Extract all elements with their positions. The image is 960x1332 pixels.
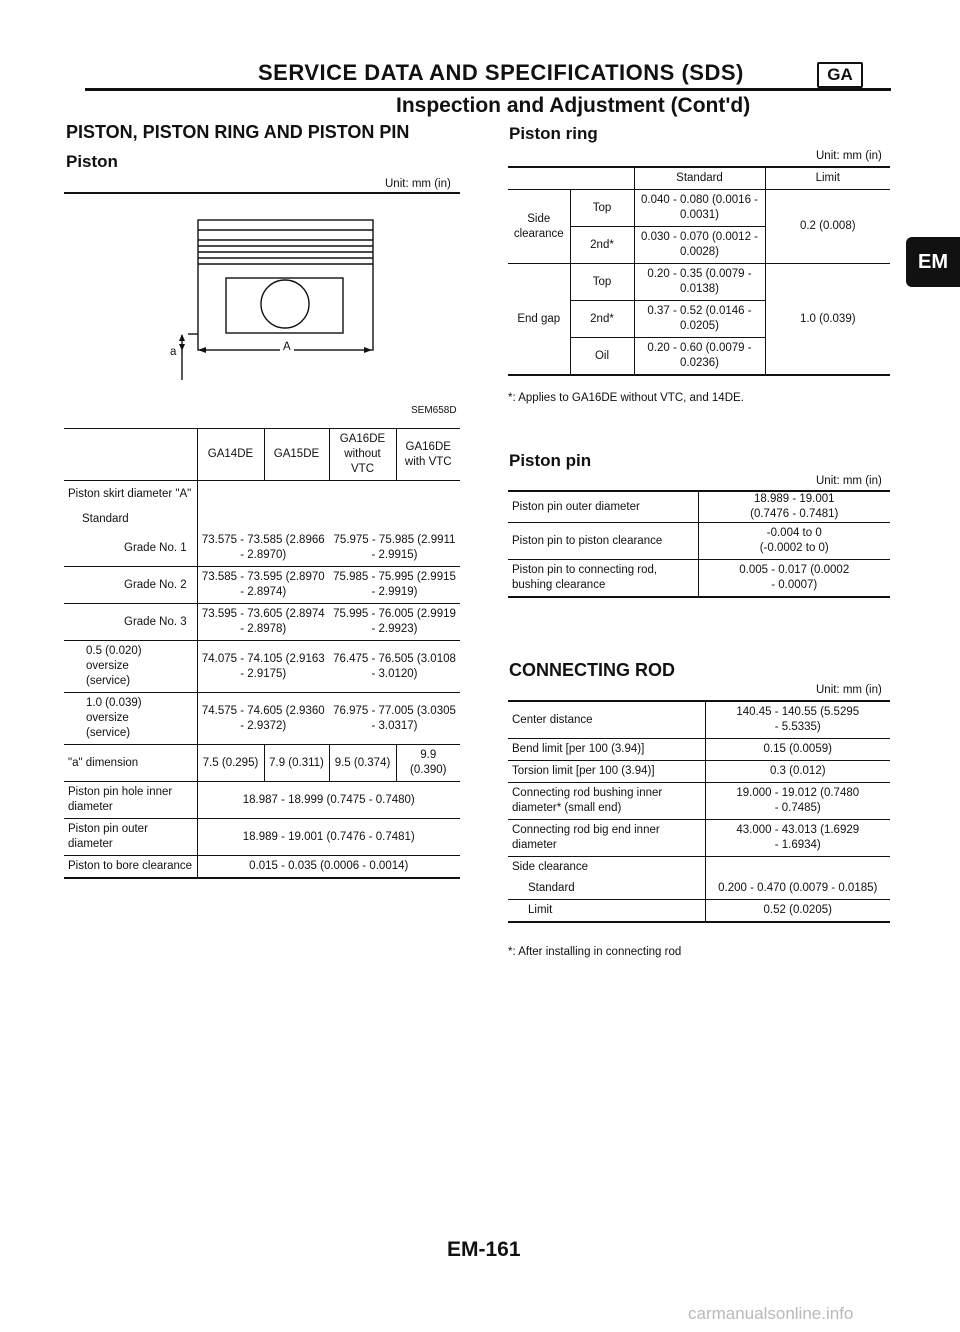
- figure-code: SEM658D: [411, 405, 457, 416]
- table-row: [508, 878, 890, 900]
- pin-hole-value: 18.987 - 18.999 (0.7475 - 0.7480): [242, 793, 415, 806]
- table-row: [64, 604, 460, 641]
- standard-label: Standard: [82, 513, 129, 525]
- pin-spec-table: [508, 490, 890, 598]
- row-label-oversize-05: 0.5 (0.020) oversize (service): [64, 641, 197, 693]
- grade-2-ga16: 75.985 - 75.995 (2.9915 - 2.9919): [333, 571, 456, 598]
- bore-clearance-label: Piston to bore clearance: [64, 856, 197, 879]
- a-dim-ga15de: 7.9 (0.311): [264, 745, 329, 782]
- col-header-ga16de-without-vtc: GA16DE without VTC: [329, 429, 396, 481]
- ring-top-label: Top: [570, 190, 634, 227]
- bore-clearance-value: 0.015 - 0.035 (0.0006 - 0.0014): [249, 860, 409, 872]
- bend-limit-label: Bend limit [per 100 (3.94)]: [508, 739, 705, 761]
- gap-oil-label: Oil: [570, 338, 634, 376]
- table-row: [64, 530, 460, 567]
- oversize-05-ga16: 76.475 - 76.505 (3.0108 - 3.0120): [333, 652, 456, 680]
- grade-1-ga16: 75.975 - 75.985 (2.9911 - 2.9915): [333, 534, 456, 561]
- side-limit: 0.2 (0.008): [765, 190, 890, 264]
- pin-outer-diameter-label: Piston pin outer diameter: [508, 491, 698, 523]
- a-dim-ga16de-without: 9.5 (0.374): [329, 745, 396, 782]
- piston-spec-table: [64, 428, 460, 879]
- table-row: [508, 190, 890, 227]
- side-2nd-standard: 0.030 - 0.070 (0.0012 - 0.0028): [634, 227, 765, 264]
- torsion-limit-value: 0.3 (0.012): [769, 765, 826, 777]
- pin-outer-value: 18.989 - 19.001 (0.7476 - 0.7481): [242, 830, 415, 843]
- pin-outer-label: Piston pin outer diameter: [64, 819, 197, 856]
- table-row: [64, 693, 460, 745]
- table-row: [508, 739, 890, 761]
- center-distance-value: 140.45 - 140.55 (5.5295 - 5.5335): [736, 706, 860, 733]
- torsion-limit-label: Torsion limit [per 100 (3.94)]: [508, 761, 705, 783]
- rod-side-clearance-label: Side clearance: [508, 857, 705, 879]
- rod-unit: Unit: mm (in): [816, 684, 882, 696]
- table-row: [64, 429, 460, 481]
- table-row: [64, 641, 460, 693]
- a-dimension-label: "a" dimension: [64, 745, 197, 782]
- rod-side-standard-value: 0.200 - 0.470 (0.0079 - 0.0185): [718, 882, 878, 894]
- gap-top-label: Top: [570, 264, 634, 301]
- pin-rod-clearance-value: 0.005 - 0.017 (0.0002 - 0.0007): [739, 564, 850, 591]
- side-clearance-label: Side clearance: [508, 190, 570, 264]
- rod-side-limit-value: 0.52 (0.0205): [763, 904, 832, 916]
- ring-spec-table: [508, 166, 890, 376]
- table-row: [64, 856, 460, 879]
- section-tab-em: EM: [906, 237, 960, 287]
- piston-top-rule: [64, 192, 460, 194]
- big-end-diameter-value: 43.000 - 43.013 (1.6929 - 1.6934): [736, 824, 860, 851]
- dimension-a-label: a: [170, 346, 177, 358]
- section-title: PISTON, PISTON RING AND PISTON PIN: [66, 122, 410, 142]
- page-subtitle: Inspection and Adjustment (Cont'd): [396, 94, 751, 117]
- rod-side-limit-label: Limit: [508, 900, 705, 923]
- bend-limit-value: 0.15 (0.0059): [763, 743, 832, 755]
- gap-oil-standard: 0.20 - 0.60 (0.0079 - 0.0236): [634, 338, 765, 376]
- side-top-standard: 0.040 - 0.080 (0.0016 - 0.0031): [634, 190, 765, 227]
- gap-2nd-standard: 0.37 - 0.52 (0.0146 - 0.0205): [634, 301, 765, 338]
- row-label-grade-1: Grade No. 1: [64, 530, 197, 567]
- grade-3-ga16: 75.995 - 76.005 (2.9919 - 2.9923): [333, 608, 456, 635]
- table-row: [508, 900, 890, 923]
- pin-unit: Unit: mm (in): [816, 475, 882, 487]
- oversize-10-ga14-15: 74.575 - 74.605 (2.9360 - 2.9372): [201, 704, 325, 732]
- pin-piston-clearance-label: Piston pin to piston clearance: [508, 523, 698, 560]
- ring-footnote: *: Applies to GA16DE without VTC, and 14DE.: [508, 392, 744, 404]
- pin-outer-diameter-value: 18.989 - 19.001 (0.7476 - 0.7481): [750, 493, 839, 520]
- gap-2nd-label: 2nd*: [570, 301, 634, 338]
- row-label-grade-3: Grade No. 3: [64, 604, 197, 641]
- grade-1-ga14-15: 73.575 - 73.585 (2.8966 - 2.8970): [201, 534, 325, 561]
- center-distance-label: Center distance: [508, 701, 705, 739]
- table-row: [508, 264, 890, 301]
- col-header-ga16de-with-vtc: GA16DE with VTC: [404, 440, 452, 468]
- page-title: SERVICE DATA AND SPECIFICATIONS (SDS): [258, 60, 744, 85]
- table-row: [508, 820, 890, 857]
- table-row: [508, 167, 890, 190]
- rod-spec-table: [508, 700, 890, 923]
- row-label-grade-2: Grade No. 2: [64, 567, 197, 604]
- skirt-diameter-label: Piston skirt diameter "A": [68, 488, 192, 500]
- table-row: [508, 783, 890, 820]
- pin-piston-clearance-value: -0.004 to 0 (-0.0002 to 0): [759, 527, 829, 554]
- col-header-ga14de: GA14DE: [197, 429, 264, 481]
- bushing-diameter-label: Connecting rod bushing inner diameter* (small end): [508, 783, 705, 820]
- oversize-05-ga14-15: 74.075 - 74.105 (2.9163 - 2.9175): [201, 652, 325, 680]
- big-end-diameter-label: Connecting rod big end inner diameter: [508, 820, 705, 857]
- col-header-limit: Limit: [815, 172, 840, 184]
- table-row: [508, 701, 890, 739]
- engine-badge: GA: [817, 62, 863, 88]
- watermark: carmanualsonline.info: [688, 1304, 854, 1323]
- pin-hole-label: Piston pin hole inner diameter: [64, 782, 197, 819]
- table-row: [64, 782, 460, 819]
- col-header-standard: Standard: [634, 167, 765, 190]
- table-row: [64, 481, 460, 531]
- piston-heading: Piston: [66, 152, 118, 171]
- table-row: [508, 560, 890, 598]
- dimension-A-label: A: [280, 341, 294, 353]
- bushing-diameter-value: 19.000 - 19.012 (0.7480 - 0.7485): [736, 787, 860, 814]
- ring-unit: Unit: mm (in): [816, 150, 882, 162]
- rod-side-standard-label: Standard: [508, 878, 705, 900]
- piston-unit: Unit: mm (in): [385, 178, 451, 190]
- gap-top-standard: 0.20 - 0.35 (0.0079 - 0.0138): [634, 264, 765, 301]
- grade-3-ga14-15: 73.595 - 73.605 (2.8974 - 2.8978): [201, 608, 325, 635]
- table-row: [64, 567, 460, 604]
- header-rule: [85, 88, 891, 91]
- table-row: [508, 761, 890, 783]
- table-row: [508, 491, 890, 523]
- a-dim-ga16de-with: 9.9 (0.390): [410, 749, 447, 776]
- table-row: [64, 819, 460, 856]
- ring-2nd-label: 2nd*: [570, 227, 634, 264]
- rod-heading: CONNECTING ROD: [509, 660, 675, 680]
- end-gap-label: End gap: [508, 264, 570, 376]
- a-dim-ga14de: 7.5 (0.295): [197, 745, 264, 782]
- table-row: [64, 745, 460, 782]
- oversize-10-ga16: 76.975 - 77.005 (3.0305 - 3.0317): [333, 704, 456, 732]
- row-label-oversize-10: 1.0 (0.039) oversize (service): [64, 693, 197, 745]
- table-row: [508, 523, 890, 560]
- col-header-ga15de: GA15DE: [264, 429, 329, 481]
- page-number: EM-161: [447, 1238, 521, 1261]
- grade-2-ga14-15: 73.585 - 73.595 (2.8970 - 2.8974): [201, 571, 325, 598]
- piston-diagram: [160, 210, 400, 390]
- ring-heading: Piston ring: [509, 124, 598, 143]
- table-row: [508, 857, 890, 879]
- piston-pin-boss: [261, 280, 309, 328]
- rod-footnote: *: After installing in connecting rod: [508, 946, 682, 958]
- pin-rod-clearance-label: Piston pin to connecting rod, bushing clearance: [508, 560, 698, 598]
- pin-heading: Piston pin: [509, 451, 592, 470]
- gap-limit: 1.0 (0.039): [799, 312, 856, 325]
